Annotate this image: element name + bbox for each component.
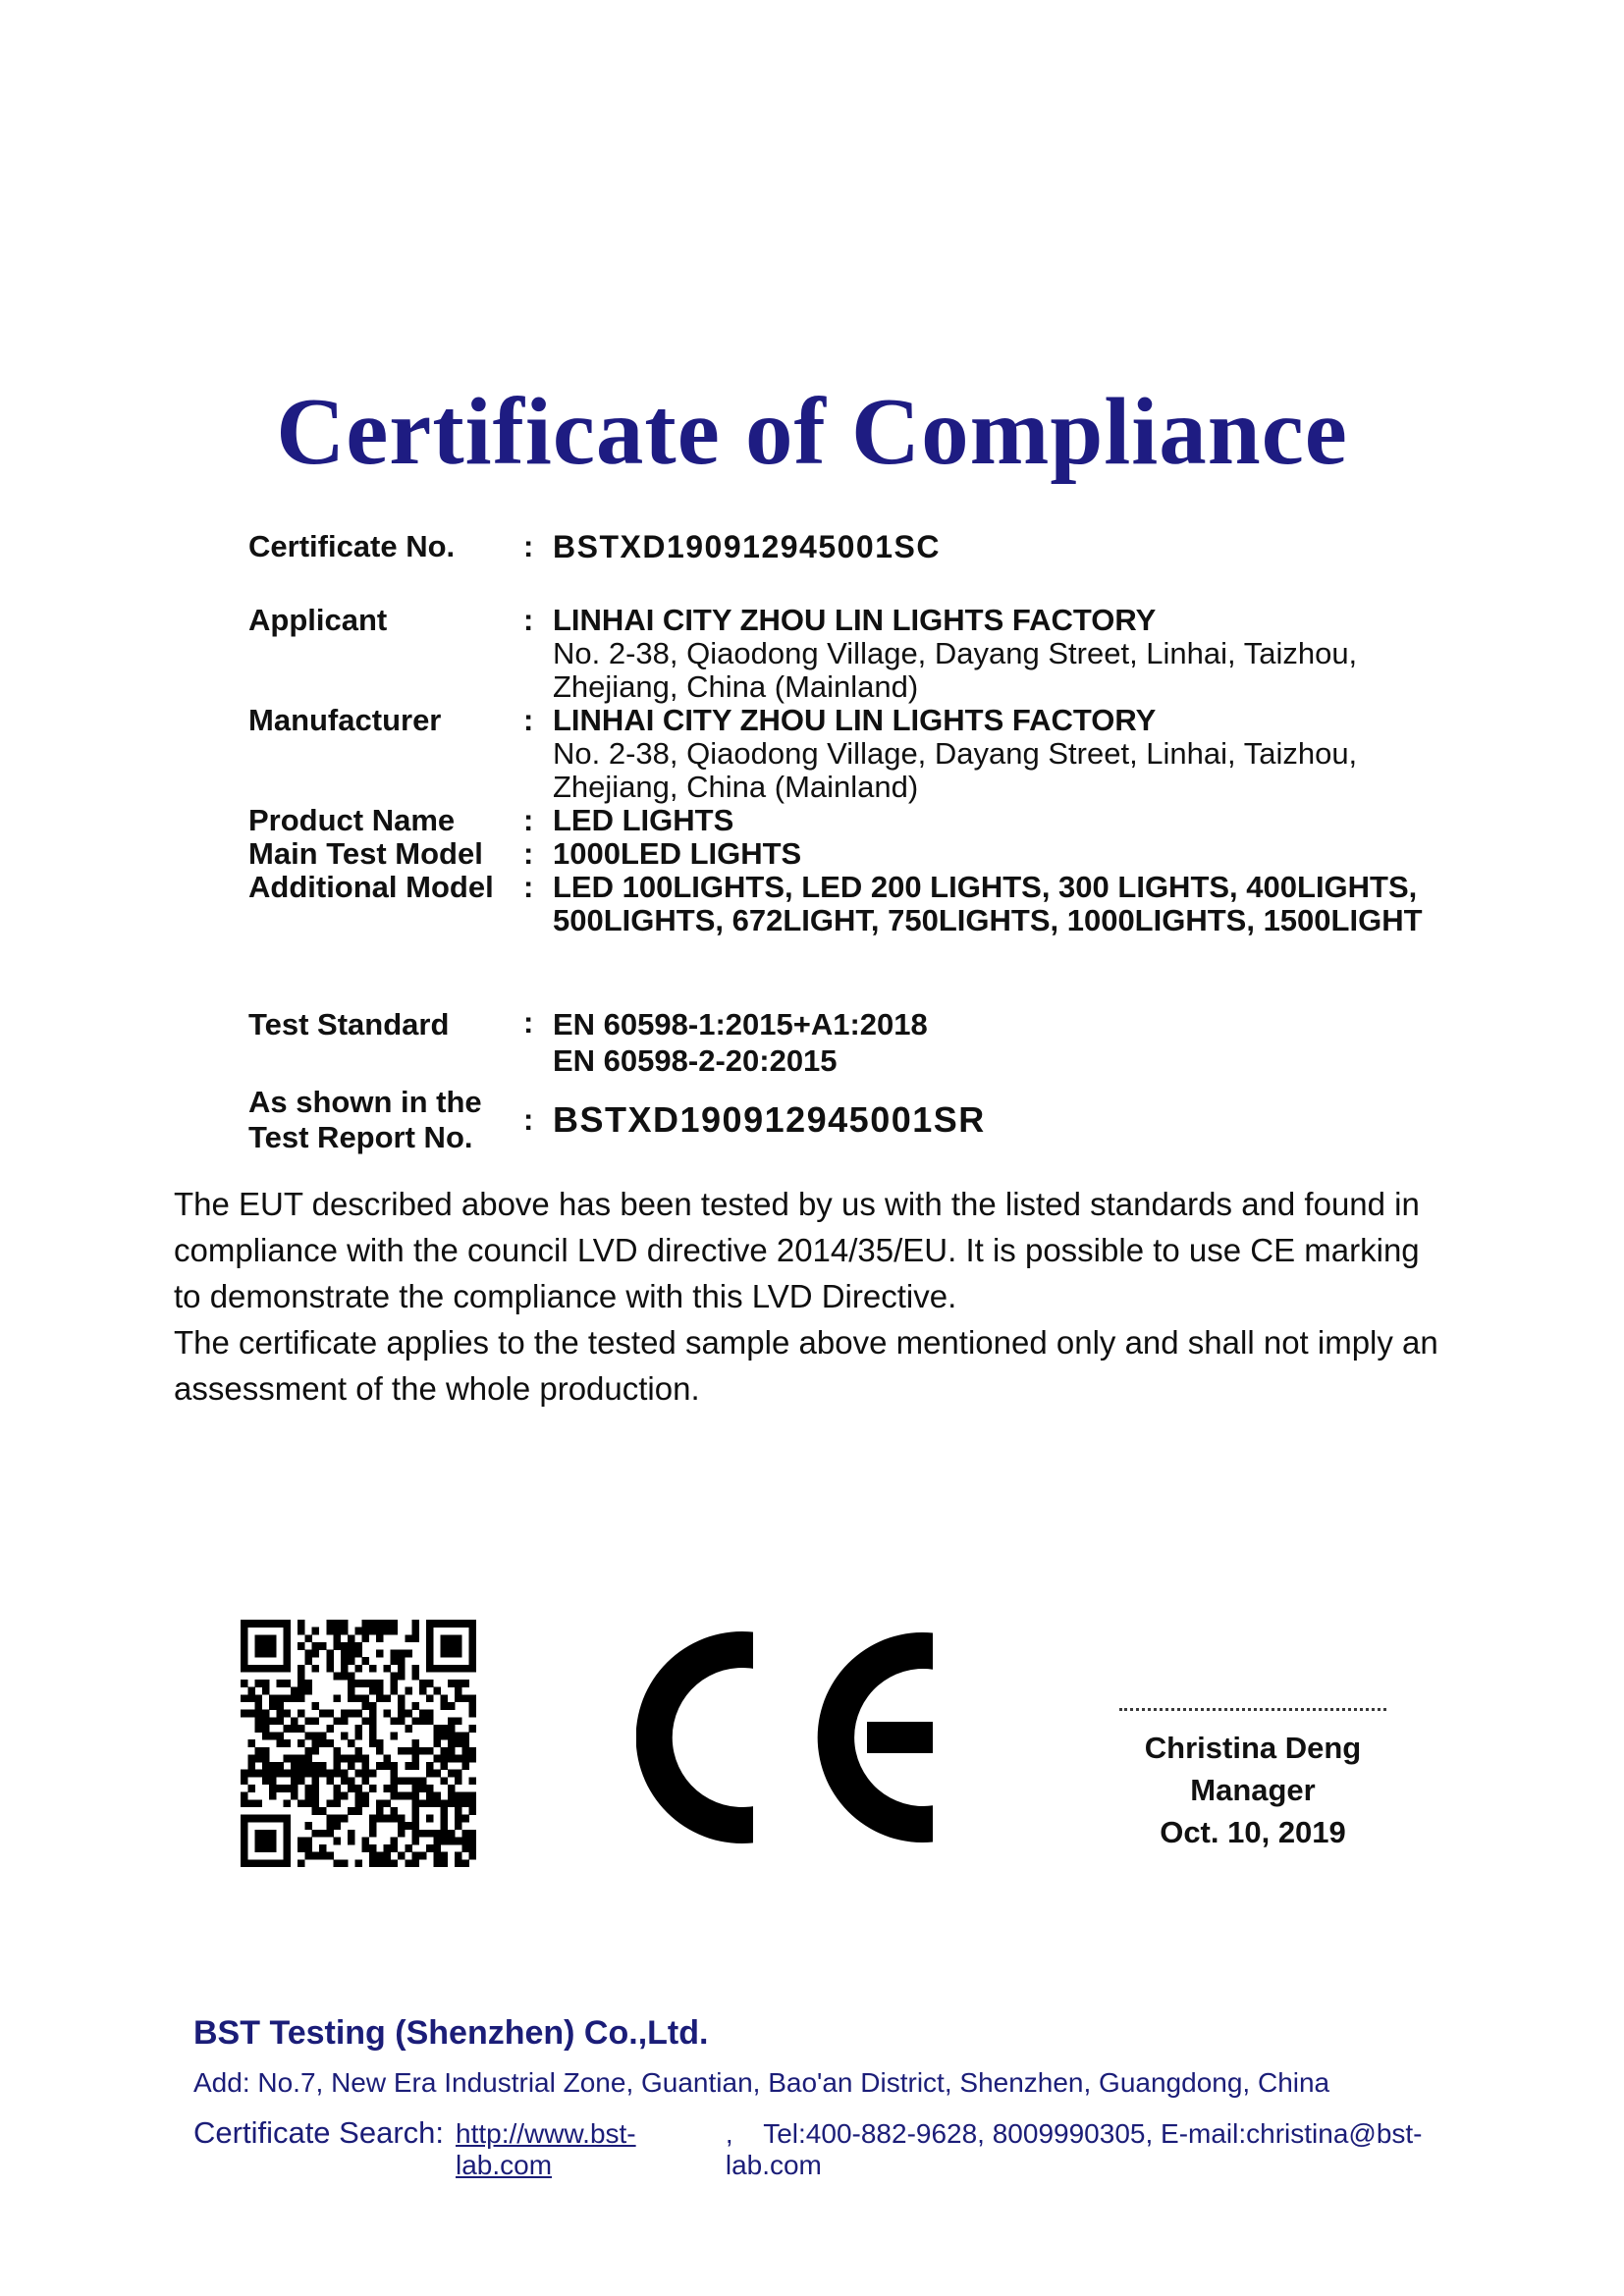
additional-model-value (553, 871, 1476, 937)
test-standard-line2: EN 60598-2-20:2015 (553, 1043, 838, 1078)
applicant-address-line1: No. 2-38, Qiaodong Village, Dayang Street, Linhai, Taizhou, (553, 636, 1358, 670)
main-test-model-label: Main Test Model (248, 836, 483, 871)
manufacturer-address-line2: Zhejiang, China (Mainland) (553, 770, 919, 804)
test-report-label (248, 1085, 523, 1155)
test-report-label-line2: Test Report No. (248, 1120, 473, 1154)
statement-paragraph-1: The EUT described above has been tested by us with the listed standards and found in compliance with the council LVD directive 2014/35/EU. It is possible to use CE marking to demonstrate the compliance with this LVD Directive. (174, 1186, 1420, 1314)
row-test-report (248, 1085, 1476, 1155)
page-title: Certificate of Compliance (276, 379, 1348, 484)
product-name-label: Product Name (248, 803, 456, 837)
applicant-label: Applicant (248, 603, 388, 637)
certificate-search-line (193, 2115, 1499, 2181)
colon: : (523, 703, 534, 737)
additional-model-label: Additional Model (248, 870, 494, 904)
applicant-address-line2: Zhejiang, China (Mainland) (553, 669, 919, 704)
qr-code-icon (241, 1620, 476, 1867)
statement-paragraph-2: The certificate applies to the tested sample above mentioned only and shall not imply an assessment of the whole production. (174, 1324, 1438, 1407)
certificate-search-label: Certificate Search: (193, 2115, 444, 2150)
footer (193, 2014, 1499, 2181)
signature-date: Oct. 10, 2019 (1160, 1815, 1346, 1849)
additional-model-line1: LED 100LIGHTS, LED 200 LIGHTS, 300 LIGHTS, 400LIGHTS, (553, 870, 1418, 904)
manufacturer-name: LINHAI CITY ZHOU LIN LIGHTS FACTORY (553, 703, 1157, 737)
test-report-value: BSTXD190912945001SR (553, 1099, 986, 1140)
row-additional-model (248, 871, 1476, 937)
signer-title: Manager (1190, 1773, 1316, 1807)
row-certificate-no (248, 530, 1476, 563)
test-standard-label: Test Standard (248, 1007, 450, 1041)
colon: : (523, 803, 534, 837)
test-report-label-line1: As shown in the (248, 1085, 482, 1119)
ce-mark-icon (636, 1630, 933, 1844)
signer-name: Christina Deng (1144, 1731, 1362, 1765)
row-applicant (248, 604, 1476, 704)
company-name: BST Testing (Shenzhen) Co.,Ltd. (193, 2014, 709, 2052)
applicant-name: LINHAI CITY ZHOU LIN LIGHTS FACTORY (553, 603, 1157, 637)
colon: : (523, 529, 534, 563)
manufacturer-address-line1: No. 2-38, Qiaodong Village, Dayang Street, Linhai, Taizhou, (553, 736, 1358, 771)
product-name-value: LED LIGHTS (553, 803, 734, 837)
row-main-test-model (248, 837, 1476, 871)
signature-dotted-line (1119, 1708, 1386, 1711)
test-standard-line1: EN 60598-1:2015+A1:2018 (553, 1007, 928, 1041)
row-test-standard (248, 1006, 1476, 1079)
row-manufacturer (248, 704, 1476, 804)
contact-info: , Tel:400-882-9628, 8009990305, E-mail:christina@bst-lab.com (725, 2118, 1423, 2180)
colon: : (523, 1005, 534, 1040)
company-address: Add: No.7, New Era Industrial Zone, Guantian, Bao'an District, Shenzhen, Guangdong, China (193, 2067, 1330, 2098)
colon: : (523, 836, 534, 871)
colon: : (523, 1102, 534, 1137)
compliance-statement (174, 1181, 1442, 1412)
signature-block (1070, 1708, 1435, 1853)
manufacturer-label: Manufacturer (248, 703, 442, 737)
certificate-search-url-link[interactable]: http://www.bst-lab.com (456, 2118, 636, 2180)
certificate-no-label: Certificate No. (248, 529, 456, 563)
manufacturer-value (553, 704, 1476, 804)
colon: : (523, 870, 534, 904)
info-section (248, 530, 1476, 1155)
main-test-model-value: 1000LED LIGHTS (553, 836, 802, 871)
test-standard-value (553, 1006, 1476, 1079)
additional-model-line2: 500LIGHTS, 672LIGHT, 750LIGHTS, 1000LIGHTS, 1500LIGHT (553, 903, 1423, 937)
row-product-name (248, 804, 1476, 837)
applicant-value (553, 604, 1476, 704)
colon: : (523, 603, 534, 637)
certificate-no-value: BSTXD190912945001SC (553, 529, 941, 564)
